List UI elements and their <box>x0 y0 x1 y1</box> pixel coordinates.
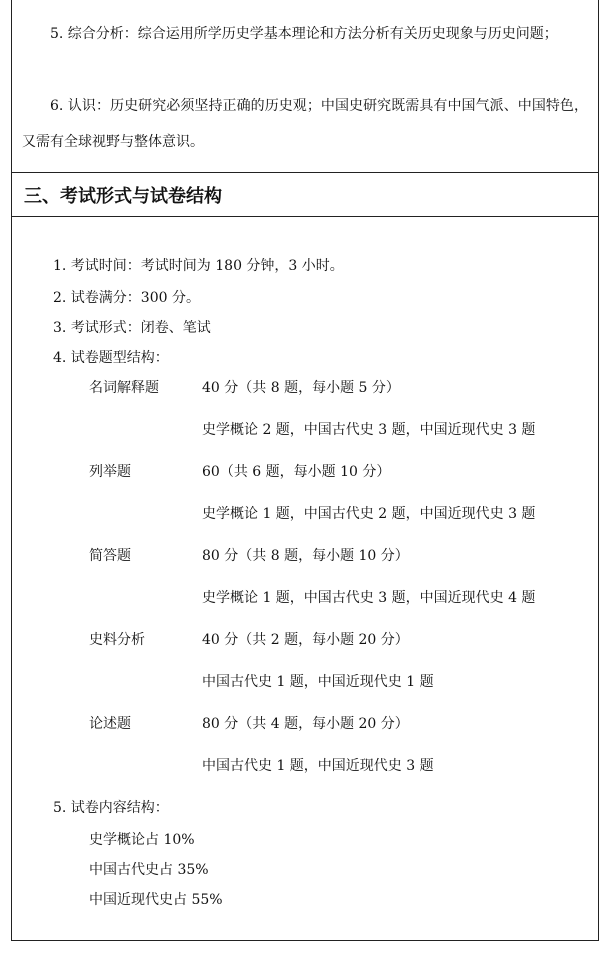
qtype-name: 史料分析 <box>89 632 145 648</box>
qtype-points: 40 分（共 2 题，每小题 20 分） <box>202 632 409 648</box>
full-score: 2. 试卷满分：300 分。 <box>53 290 200 306</box>
row-divider <box>12 216 598 217</box>
exam-outline-table <box>11 0 599 941</box>
qtype-points: 60（共 6 题，每小题 10 分） <box>202 464 391 480</box>
objective-analysis-text: 5. 综合分析：综合运用所学历史学基本理论和方法分析有关历史现象与历史问题； <box>50 26 558 42</box>
qtype-name: 名词解释题 <box>89 380 159 396</box>
question-types-title: 4. 试卷题型结构： <box>53 350 169 366</box>
exam-time: 1. 考试时间：考试时间为 180 分钟，3 小时。 <box>53 258 344 274</box>
qtype-distribution: 中国古代史 1 题，中国近现代史 3 题 <box>202 758 434 774</box>
qtype-distribution: 史学概论 1 题，中国古代史 3 题，中国近现代史 4 题 <box>202 590 536 606</box>
qtype-distribution: 史学概论 1 题，中国古代史 2 题，中国近现代史 3 题 <box>202 506 536 522</box>
section-heading: 三、考试形式与试卷结构 <box>24 186 222 207</box>
qtype-name: 论述题 <box>89 716 131 732</box>
qtype-points: 80 分（共 4 题，每小题 20 分） <box>202 716 409 732</box>
qtype-name: 简答题 <box>89 548 131 564</box>
qtype-points: 40 分（共 8 题，每小题 5 分） <box>202 380 400 396</box>
exam-form: 3. 考试形式：闭卷、笔试 <box>53 320 211 336</box>
objective-cognition-text: 6. 认识：历史研究必须坚持正确的历史观；中国史研究既需具有中国气派、中国特色，又需有全球视野与整体意识。 <box>22 98 588 150</box>
qtype-distribution: 史学概论 2 题，中国古代史 3 题，中国近现代史 3 题 <box>202 422 536 438</box>
qtype-points: 80 分（共 8 题，每小题 10 分） <box>202 548 409 564</box>
qtype-distribution: 中国古代史 1 题，中国近现代史 1 题 <box>202 674 434 690</box>
content-ratio: 中国近现代史占 55% <box>89 892 223 908</box>
content-structure-title: 5. 试卷内容结构： <box>53 800 169 816</box>
content-ratio: 中国古代史占 35% <box>89 862 209 878</box>
qtype-name: 列举题 <box>89 464 131 480</box>
objective-cognition <box>22 88 588 160</box>
objective-analysis <box>22 16 588 52</box>
row-divider <box>12 172 598 173</box>
content-ratio: 史学概论占 10% <box>89 832 195 848</box>
